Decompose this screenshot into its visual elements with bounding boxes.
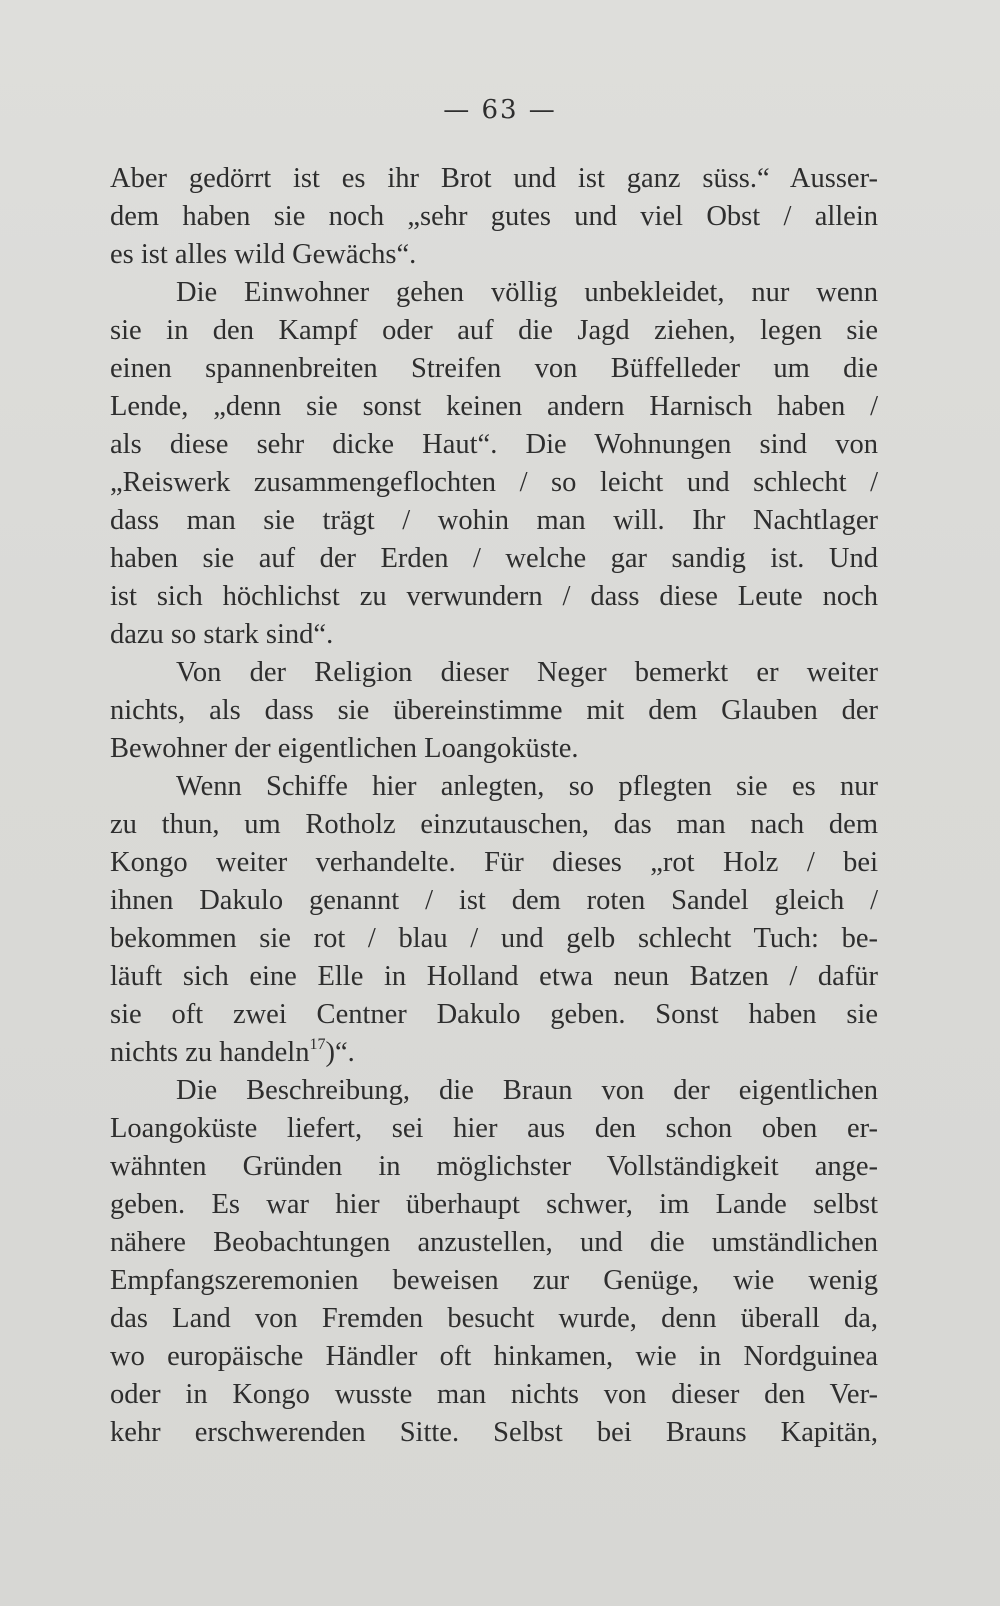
- text-line: [110, 1148, 878, 1186]
- text-line-content: läuft sich eine Elle in Holland etwa neun Batzen / dafür: [110, 961, 878, 992]
- text-line: [110, 844, 878, 882]
- text-line-content: nichts zu handeln: [110, 1037, 310, 1068]
- text-line-content: bekommen sie rot / blau / und gelb schlecht Tuch: be-: [110, 923, 878, 954]
- text-line: [110, 578, 878, 616]
- text-line-content: Aber gedörrt ist es ihr Brot und ist ganz süss.“ Ausser-: [110, 163, 878, 194]
- text-line: [110, 1338, 878, 1376]
- text-line-tail: )“.: [325, 1037, 355, 1068]
- text-line-content: wähnten Gründen in möglichster Vollständigkeit ange-: [110, 1151, 878, 1182]
- text-line: [110, 958, 878, 996]
- text-line-content: nichts, als dass sie übereinstimme mit dem Glauben der: [110, 695, 878, 726]
- page-number: — 63 —: [443, 95, 557, 125]
- footnote-marker: 17: [309, 1036, 326, 1053]
- text-line: [110, 1414, 878, 1452]
- text-line: [110, 1224, 878, 1262]
- text-line: [110, 312, 878, 350]
- text-line-content: dass man sie trägt / wohin man will. Ihr Nachtlager: [110, 505, 878, 536]
- text-line: [110, 616, 878, 654]
- text-line-content: geben. Es war hier überhaupt schwer, im Lande selbst: [110, 1189, 878, 1220]
- text-line-content: das Land von Fremden besucht wurde, denn überall da,: [110, 1303, 878, 1334]
- text-line-content: wo europäische Händler oft hinkamen, wie in Nordguinea: [110, 1341, 878, 1372]
- body-text: [110, 160, 878, 1452]
- text-line: [110, 540, 878, 578]
- text-line: [110, 1110, 878, 1148]
- text-line-content: Loangoküste liefert, sei hier aus den schon oben er-: [110, 1113, 878, 1144]
- text-line-content: oder in Kongo wusste man nichts von dieser den Ver-: [110, 1379, 878, 1410]
- text-line: [110, 730, 878, 768]
- text-line: [110, 1262, 878, 1300]
- text-line: [110, 464, 878, 502]
- text-line-content: Empfangszeremonien beweisen zur Genüge, wie wenig: [110, 1265, 878, 1296]
- text-line-content: ist sich höchlichst zu verwundern / dass diese Leute noch: [110, 581, 878, 612]
- text-line: [110, 1034, 878, 1072]
- text-line-content: Von der Religion dieser Neger bemerkt er weiter: [176, 657, 878, 688]
- text-line: [110, 882, 878, 920]
- text-line: [110, 654, 878, 692]
- text-line-content: Bewohner der eigentlichen Loangoküste.: [110, 733, 579, 764]
- text-line-content: Die Beschreibung, die Braun von der eigentlichen: [176, 1075, 878, 1106]
- text-line-content: haben sie auf der Erden / welche gar sandig ist. Und: [110, 543, 878, 574]
- text-line: [110, 198, 878, 236]
- text-line-content: zu thun, um Rotholz einzutauschen, das man nach dem: [110, 809, 878, 840]
- text-line: [110, 350, 878, 388]
- text-line-content: sie in den Kampf oder auf die Jagd ziehen, legen sie: [110, 315, 878, 346]
- text-line-content: es ist alles wild Gewächs“.: [110, 239, 417, 270]
- text-line-content: Kongo weiter verhandelte. Für dieses „rot Holz / bei: [110, 847, 878, 878]
- text-line: [110, 692, 878, 730]
- text-line: [110, 1072, 878, 1110]
- text-line: [110, 426, 878, 464]
- text-line: [110, 388, 878, 426]
- text-line: [110, 236, 878, 274]
- text-line-content: einen spannenbreiten Streifen von Büffelleder um die: [110, 353, 878, 384]
- text-line: [110, 274, 878, 312]
- text-line-content: sie oft zwei Centner Dakulo geben. Sonst haben sie: [110, 999, 878, 1030]
- text-line: [110, 502, 878, 540]
- text-line-content: dem haben sie noch „sehr gutes und viel Obst / allein: [110, 201, 878, 232]
- text-line-content: Lende, „denn sie sonst keinen andern Harnisch haben /: [110, 391, 878, 422]
- text-line-content: nähere Beobachtungen anzustellen, und die umständlichen: [110, 1227, 878, 1258]
- text-line: [110, 768, 878, 806]
- text-line-content: als diese sehr dicke Haut“. Die Wohnungen sind von: [110, 429, 878, 460]
- text-line: [110, 1376, 878, 1414]
- text-line-content: Wenn Schiffe hier anlegten, so pflegten sie es nur: [176, 771, 878, 802]
- text-line: [110, 1300, 878, 1338]
- text-line: [110, 1186, 878, 1224]
- text-line: [110, 806, 878, 844]
- text-line-content: kehr erschwerenden Sitte. Selbst bei Brauns Kapitän,: [110, 1417, 878, 1448]
- text-line-content: dazu so stark sind“.: [110, 619, 334, 650]
- text-line-content: Die Einwohner gehen völlig unbekleidet, nur wenn: [176, 277, 878, 308]
- text-line: [110, 160, 878, 198]
- text-line-content: „Reiswerk zusammengeflochten / so leicht und schlecht /: [110, 467, 878, 498]
- text-line: [110, 920, 878, 958]
- text-line: [110, 996, 878, 1034]
- text-line-content: ihnen Dakulo genannt / ist dem roten Sandel gleich /: [110, 885, 878, 916]
